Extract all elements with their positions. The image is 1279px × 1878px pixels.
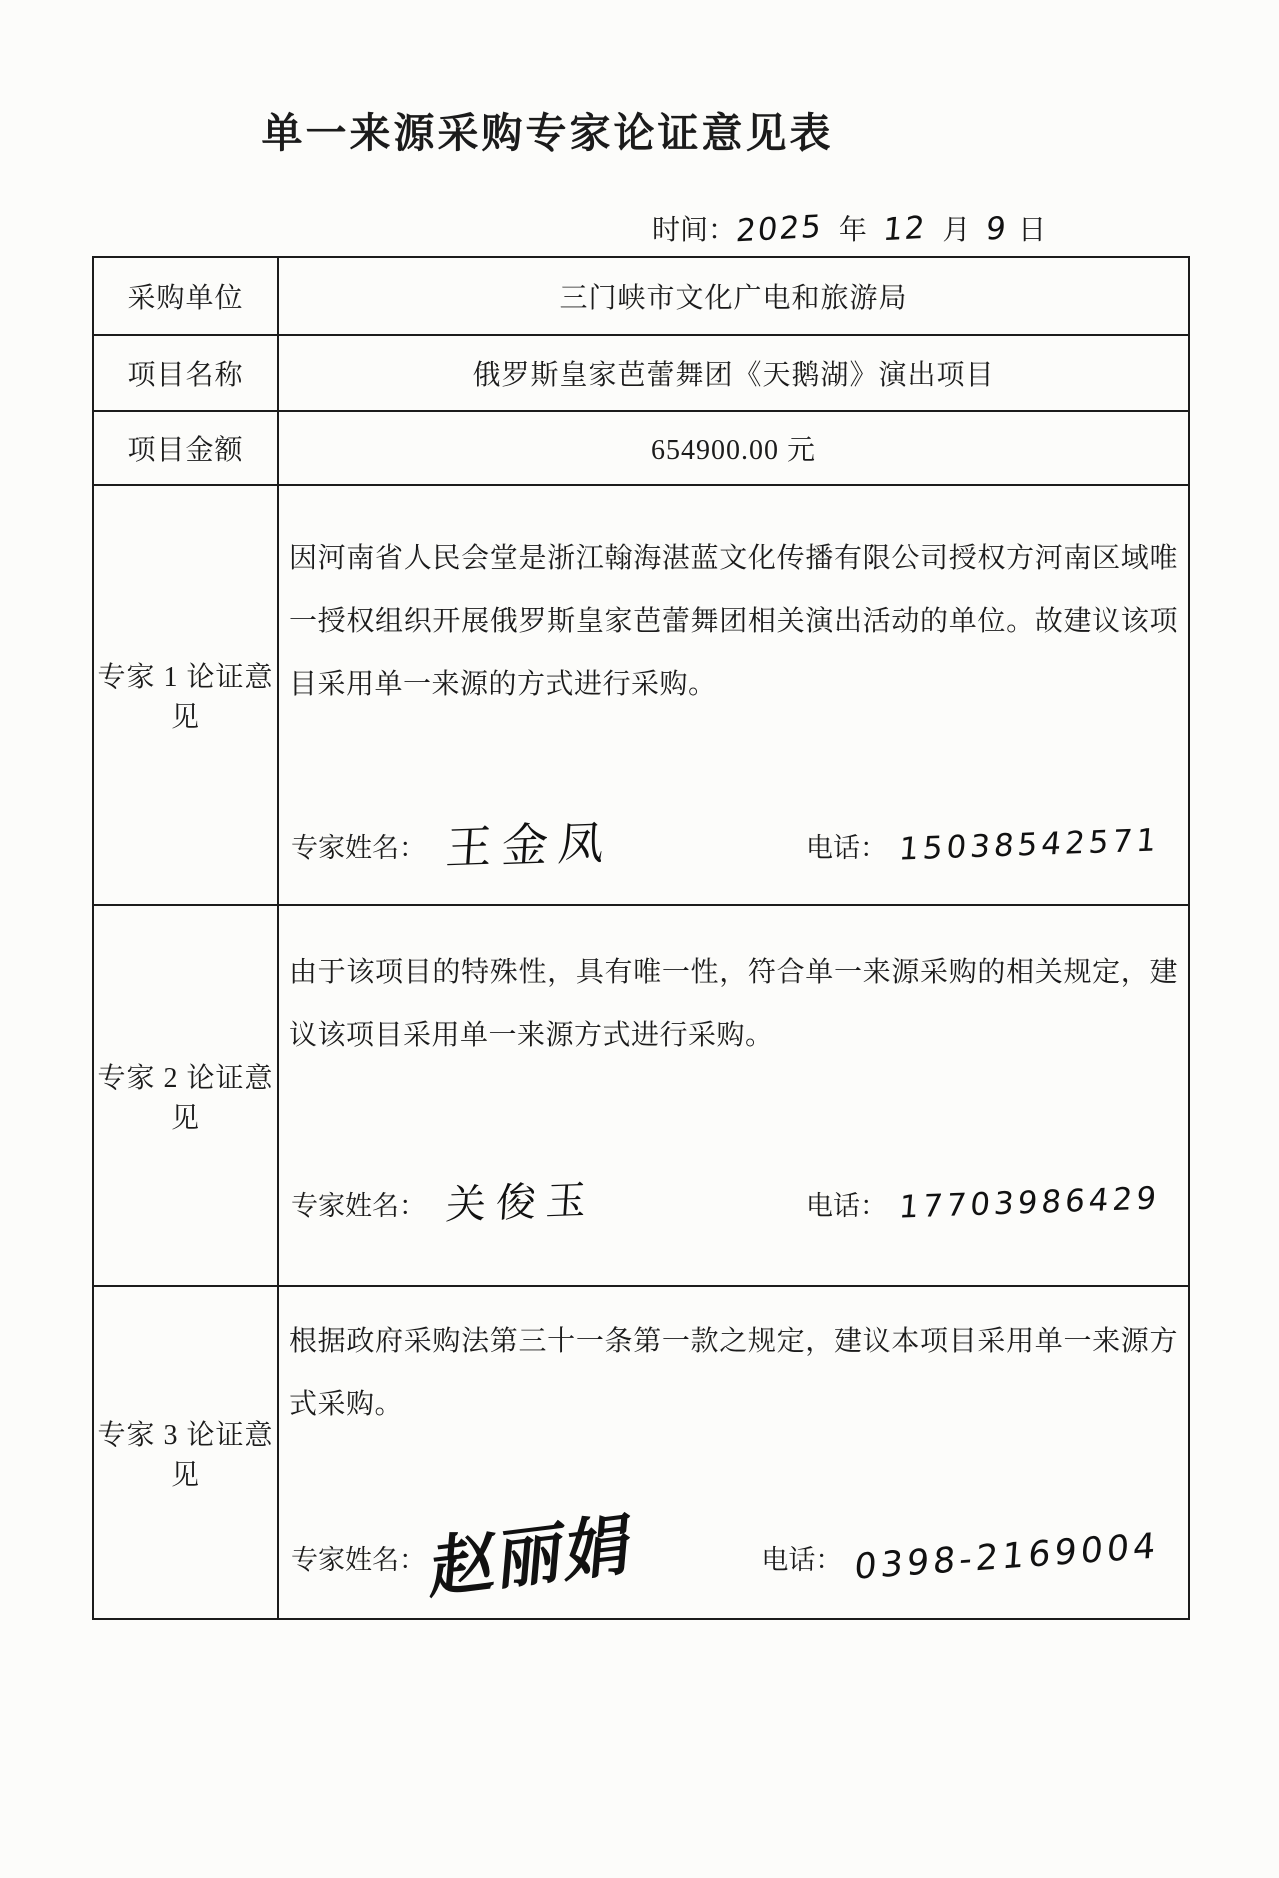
expert-1-name-label: 专家姓名：	[291, 832, 426, 863]
date-label: 时间：	[652, 215, 737, 246]
form-title: 单一来源采购专家论证意见表	[261, 110, 834, 156]
expert-1-signature-line	[291, 814, 1162, 876]
row-purchaser-label: 采购单位	[93, 257, 278, 335]
expert-2-cell	[279, 908, 1188, 1283]
expert-2-name-signature: 关俊玉	[444, 1177, 598, 1229]
expert-1-phone-number: 15038542571	[897, 821, 1162, 868]
expert-1-cell	[279, 488, 1188, 902]
row-project-name-label: 项目名称	[93, 335, 278, 411]
row-purchaser-value: 三门峡市文化广电和旅游局	[278, 257, 1189, 335]
date-year-unit: 年	[838, 215, 867, 246]
date-month-unit: 月	[942, 215, 971, 246]
expert-2-label: 专家 2 论证意见	[93, 905, 278, 1286]
expert-3-cell	[279, 1289, 1188, 1616]
expert-1-label: 专家 1 论证意见	[93, 485, 278, 905]
row-project-name	[93, 335, 1189, 411]
row-expert-2	[93, 905, 1189, 1286]
expert-3-phone-label: 电话：	[761, 1544, 843, 1575]
row-expert-3	[93, 1286, 1189, 1619]
expert-2-signature-line	[291, 1177, 1162, 1229]
expert-2-phone-label: 电话：	[806, 1190, 888, 1221]
expert-3-opinion: 根据政府采购法第三十一条第一款之规定，建议本项目采用单一来源方式采购。	[289, 1325, 1178, 1419]
expert-3-name-signature: 赵丽娟	[427, 1504, 637, 1609]
date-day-handwritten: 9	[984, 210, 1010, 248]
expert-3-signature-line	[291, 1504, 1162, 1609]
expert-2-name-label: 专家姓名：	[291, 1190, 426, 1221]
expert-3-label: 专家 3 论证意见	[93, 1286, 278, 1619]
expert-2-opinion: 由于该项目的特殊性，具有唯一性，符合单一来源采购的相关规定，建议该项目采用单一来源方式进行采购。	[289, 956, 1178, 1050]
row-purchaser	[93, 257, 1189, 335]
date-year-handwritten: 2025	[734, 208, 825, 250]
expert-1-name-signature: 王金凤	[444, 814, 616, 876]
date-day-unit: 日	[1018, 215, 1047, 246]
row-project-name-value: 俄罗斯皇家芭蕾舞团《天鹅湖》演出项目	[278, 335, 1189, 411]
expert-3-name-label: 专家姓名：	[291, 1544, 426, 1575]
date-line	[652, 208, 1046, 248]
row-project-amount	[93, 411, 1189, 485]
row-expert-1	[93, 485, 1189, 905]
expert-1-opinion: 因河南省人民会堂是浙江翰海湛蓝文化传播有限公司授权方河南区域唯一授权组织开展俄罗斯皇家芭蕾舞团相关演出活动的单位。故建议该项目采用单一来源的方式进行采购。	[289, 542, 1178, 699]
row-project-amount-label: 项目金额	[93, 411, 278, 485]
expert-1-phone-label: 电话：	[806, 832, 888, 863]
expert-3-phone-number: 0398-2169004	[853, 1525, 1162, 1588]
date-month-handwritten: 12	[881, 209, 928, 249]
expert-2-phone-number: 17703986429	[897, 1179, 1162, 1226]
row-project-amount-value: 654900.00 元	[278, 411, 1189, 485]
form-table	[92, 256, 1190, 1620]
